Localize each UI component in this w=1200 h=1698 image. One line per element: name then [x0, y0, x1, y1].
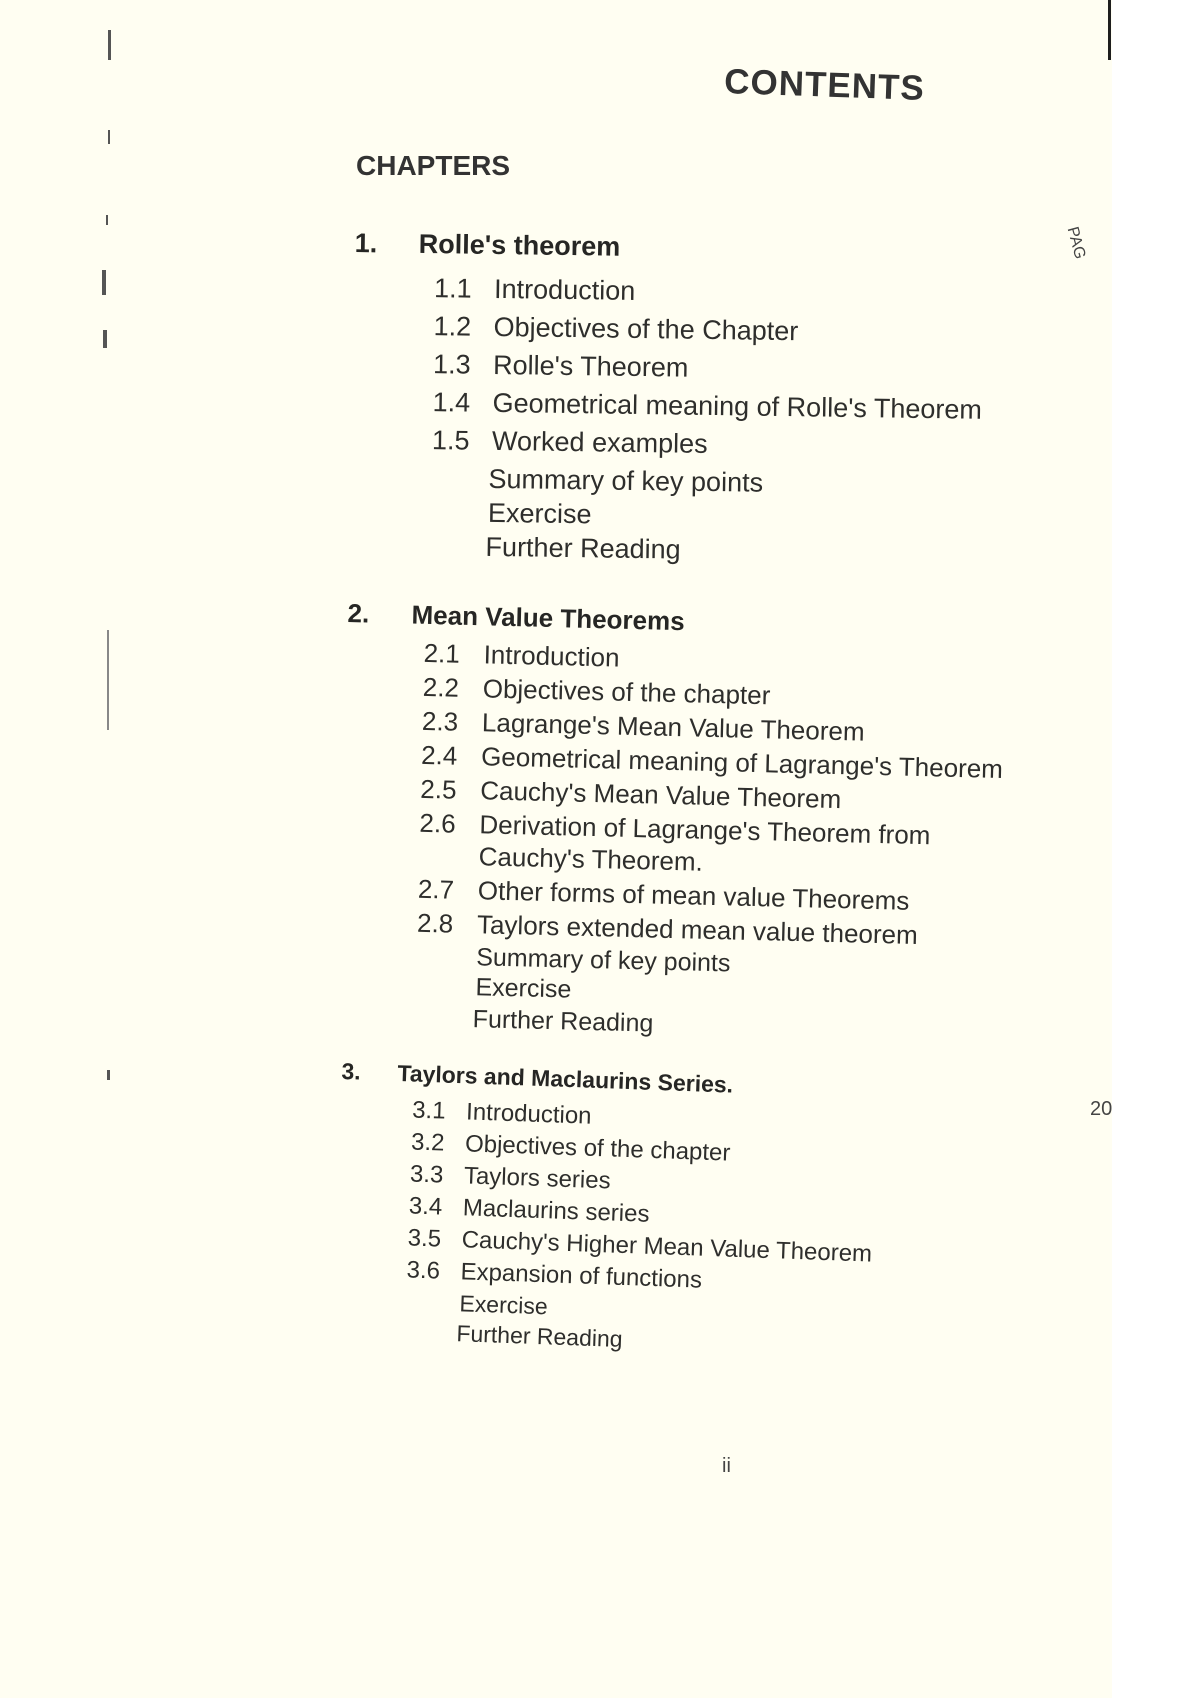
section-title: Exercise [459, 1290, 549, 1320]
section-number: 1.5 [431, 425, 470, 456]
section-number: 2.7 [417, 873, 455, 905]
toc-entry [341, 838, 704, 877]
section-title: Taylors series [463, 1162, 612, 1195]
toc-entry [352, 424, 708, 462]
section-title: Summary of key points [475, 943, 731, 978]
section-title: Geometrical meaning of Rolle's Theorem [492, 387, 983, 425]
toc-entry [353, 310, 799, 348]
section-title: Further Reading [485, 531, 681, 565]
section-title: Lagrange's Mean Value Theorem [481, 707, 865, 747]
toc-entry [345, 704, 865, 747]
chapter-heading [354, 228, 621, 272]
chapter-2-block [337, 598, 1004, 1038]
toc-entry [340, 1094, 593, 1130]
toc-entry [352, 386, 983, 425]
section-number: 1.2 [433, 311, 472, 342]
toc-entry [354, 272, 636, 310]
chapters-label: CHAPTERS [356, 150, 511, 181]
chapter-3-block [332, 1058, 873, 1352]
toc-entry [337, 1158, 612, 1195]
section-title: Introduction [493, 273, 636, 306]
chapter-entry-list [337, 636, 1004, 1038]
toc-entry [342, 806, 931, 851]
section-number: 2.2 [422, 671, 460, 703]
chapter-heading [341, 1058, 734, 1098]
section-number: 2.8 [416, 907, 454, 939]
scan-left-specks [0, 0, 130, 1698]
toc-entry [346, 636, 620, 673]
section-number: 2.6 [419, 807, 457, 839]
section-number: 1.4 [432, 387, 471, 418]
section-title: Objectives of the chapter [464, 1130, 731, 1167]
section-number: 3.2 [410, 1128, 445, 1157]
chapter-title: Rolle's theorem [418, 228, 621, 262]
scan-margin-band [1112, 0, 1200, 1698]
chapter-entry-list [350, 272, 983, 565]
section-number: 1.1 [433, 273, 472, 304]
chapter-title: Taylors and Maclaurins Series. [397, 1059, 734, 1098]
page-number: ii [722, 1455, 731, 1477]
section-title: Further Reading [456, 1320, 624, 1352]
section-number: 3.4 [408, 1192, 443, 1221]
toc-entry [335, 1222, 873, 1268]
toc-entry [344, 738, 1004, 785]
section-number: 3.6 [406, 1256, 441, 1285]
chapter-number: 3. [341, 1058, 362, 1085]
margin-page-heading: PAG [1063, 225, 1089, 261]
section-title: Geometrical meaning of Lagrange's Theorem [480, 741, 1004, 785]
chapter-1-block [350, 228, 983, 565]
toc-entry [340, 906, 919, 951]
toc-entry [343, 772, 842, 815]
section-title: Taylors extended mean value theorem [476, 909, 919, 951]
section-number: 2.3 [421, 705, 459, 737]
chapter-entry-list [332, 1094, 873, 1352]
chapter-title: Mean Value Theorems [411, 599, 686, 637]
toc-entry [345, 670, 771, 711]
toc-entry [339, 1126, 731, 1167]
contents-heading: CONTENTS [723, 62, 926, 108]
chapter-number: 2. [347, 598, 370, 629]
toc-entry [334, 1254, 703, 1294]
toc-entry [340, 872, 910, 916]
section-number: 3.5 [407, 1224, 442, 1253]
section-number: 3.1 [411, 1096, 447, 1125]
chapter-heading [347, 598, 686, 637]
toc-entry [337, 1002, 654, 1038]
section-title: Further Reading [472, 1005, 654, 1038]
scan-edge-mark [1108, 0, 1111, 60]
section-title: Introduction [483, 639, 620, 673]
section-title: Maclaurins series [462, 1194, 650, 1228]
section-number: 2.4 [420, 739, 458, 771]
margin-page-number: 20 [1090, 1098, 1113, 1120]
section-title: Objectives of the Chapter [493, 311, 799, 347]
section-title: Exercise [487, 497, 592, 530]
section-title: Worked examples [491, 425, 708, 459]
section-title: Rolle's Theorem [492, 349, 689, 383]
section-title: Expansion of functions [460, 1258, 703, 1294]
section-number: 3.3 [409, 1160, 444, 1189]
section-title: Cauchy's Higher Mean Value Theorem [461, 1226, 873, 1268]
section-title: Summary of key points [488, 463, 764, 498]
section-number: 1.3 [432, 349, 471, 380]
section-number: 2.5 [419, 773, 457, 805]
section-title: Cauchy's Theorem. [478, 841, 704, 877]
section-title: Exercise [475, 973, 572, 1004]
toc-entry [338, 970, 572, 1004]
chapter-number: 1. [354, 228, 378, 259]
toc-entry [339, 940, 731, 978]
section-title: Objectives of the chapter [482, 673, 771, 711]
section-number: 2.1 [423, 637, 461, 669]
toc-entry [333, 1286, 549, 1320]
section-title: Derivation of Lagrange's Theorem from [479, 809, 931, 851]
toc-entry [336, 1190, 650, 1228]
section-title: Introduction [465, 1098, 593, 1130]
section-title: Cauchy's Mean Value Theorem [479, 775, 842, 815]
toc-entry [332, 1316, 624, 1352]
toc-entry [353, 348, 689, 386]
section-title: Other forms of mean value Theorems [477, 875, 910, 916]
